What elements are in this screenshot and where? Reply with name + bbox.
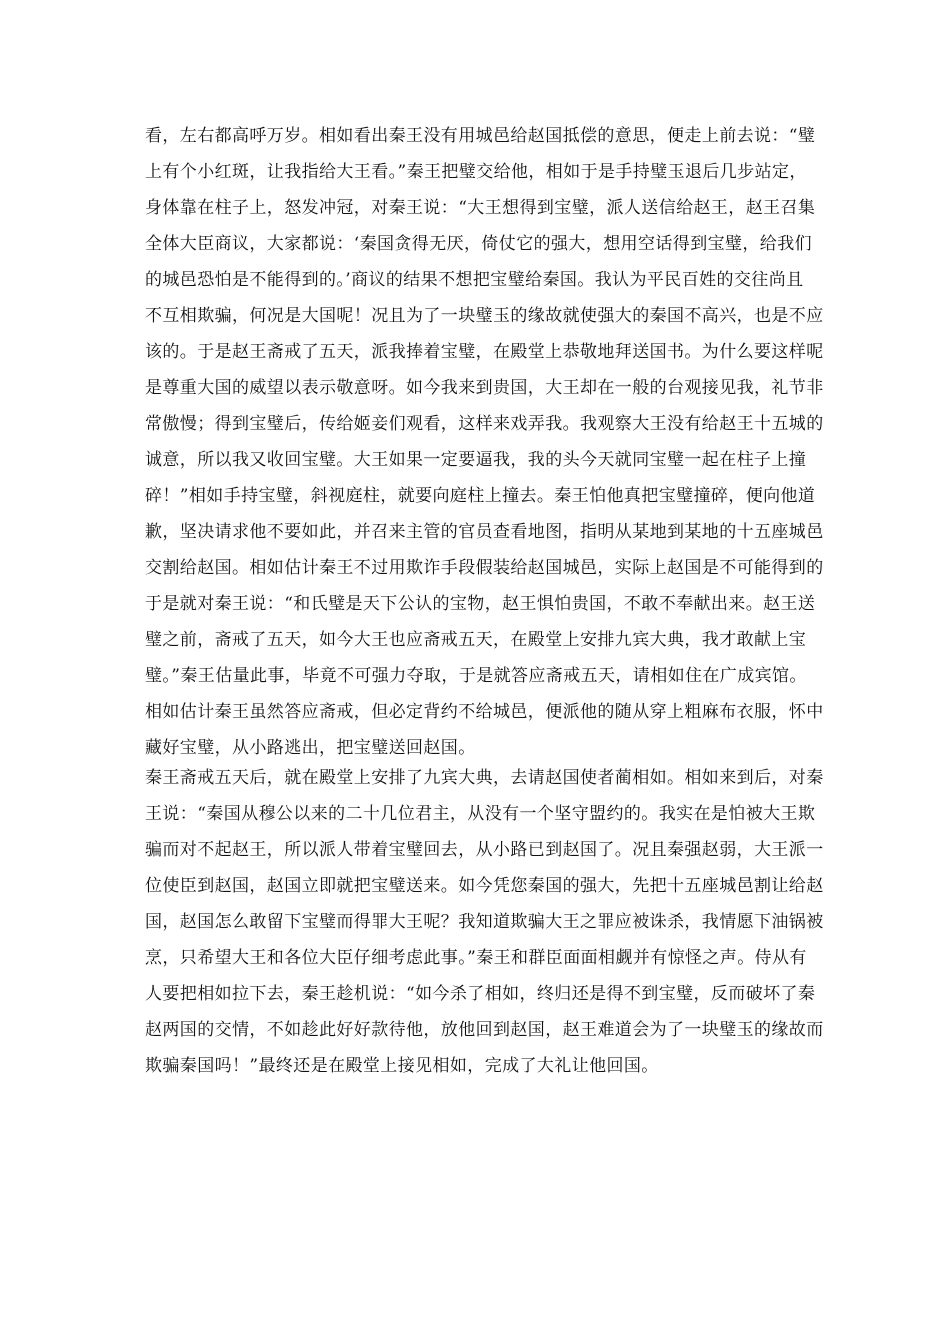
text-line: 身体靠在柱子上，怒发冲冠，对秦王说：“大王想得到宝璧，派人送信给赵王，赵王召集 — [145, 198, 816, 218]
text-line: 歉，坚决请求他不要如此，并召来主管的官员查看地图，指明从某地到某地的十五座城邑 — [145, 522, 824, 542]
text-line: 的城邑恐怕是不能得到的。’商议的结果不想把宝璧给秦国。我认为平民百姓的交往尚且 — [145, 270, 804, 290]
text-line: 于是就对秦王说：“和氏璧是天下公认的宝物，赵王惧怕贵国，不敢不奉献出来。赵王送 — [145, 594, 816, 614]
text-line: 藏好宝璧，从小路逃出，把宝璧送回赵国。 — [145, 738, 476, 758]
text-line: 秦王斋戒五天后，就在殿堂上安排了九宾大典，去请赵国使者蔺相如。相如来到后，对秦 — [145, 768, 824, 788]
text-line: 璧之前，斋戒了五天，如今大王也应斋戒五天，在殿堂上安排九宾大典，我才敢献上宝 — [145, 630, 807, 650]
text-line: 是尊重大国的威望以表示敬意呀。如今我来到贵国，大王却在一般的台观接见我，礼节非 — [145, 378, 824, 398]
text-line: 全体大臣商议，大家都说：‘秦国贪得无厌，倚仗它的强大，想用空话得到宝璧，给我们 — [145, 234, 813, 254]
text-line: 位使臣到赵国，赵国立即就把宝璧送来。如今凭您秦国的强大，先把十五座城邑割让给赵 — [145, 876, 824, 896]
text-line: 看，左右都高呼万岁。相如看出秦王没有用城邑给赵国抵偿的意思，便走上前去说：“璧 — [145, 126, 816, 146]
text-line: 不互相欺骗，何况是大国呢！况且为了一块璧玉的缘故就使强大的秦国不高兴，也是不应 — [145, 306, 824, 326]
text-line: 赵两国的交情，不如趁此好好款待他，放他回到赵国，赵王难道会为了一块璧玉的缘故而 — [145, 1020, 824, 1040]
text-line: 上有个小红斑，让我指给大王看。”秦王把璧交给他，相如于是手持璧玉退后几步站定， — [145, 162, 807, 182]
text-line: 欺骗秦国吗！”最终还是在殿堂上接见相如，完成了大礼让他回国。 — [145, 1056, 659, 1076]
text-line: 国，赵国怎么敢留下宝璧而得罪大王呢？我知道欺骗大王之罪应被诛杀，我情愿下油锅被 — [145, 912, 824, 932]
text-line: 碎！”相如手持宝璧，斜视庭柱，就要向庭柱上撞去。秦王怕他真把宝璧撞碎，便向他道 — [145, 486, 816, 506]
text-line: 人要把相如拉下去，秦王趁机说：“如今杀了相如，终归还是得不到宝璧，反而破坏了秦 — [145, 984, 816, 1004]
text-line: 烹，只希望大王和各位大臣仔细考虑此事。”秦王和群臣面面相觑并有惊怪之声。侍从有 — [145, 948, 807, 968]
text-line: 诚意，所以我又收回宝璧。大王如果一定要逼我，我的头今天就同宝璧一起在柱子上撞 — [145, 450, 807, 470]
text-line: 骗而对不起赵王，所以派人带着宝璧回去，从小路已到赵国了。况且秦强赵弱，大王派一 — [145, 840, 824, 860]
text-line: 常傲慢；得到宝璧后，传给姬妾们观看，这样来戏弄我。我观察大王没有给赵王十五城的 — [145, 414, 824, 434]
text-line: 交割给赵国。相如估计秦王不过用欺诈手段假装给赵国城邑，实际上赵国是不可能得到的 — [145, 558, 824, 578]
text-line: 该的。于是赵王斋戒了五天，派我捧着宝璧，在殿堂上恭敬地拜送国书。为什么要这样呢 — [145, 342, 824, 362]
text-line: 相如估计秦王虽然答应斋戒，但必定背约不给城邑，便派他的随从穿上粗麻布衣服，怀中 — [145, 702, 824, 722]
text-line: 王说：“秦国从穆公以来的二十几位君主，从没有一个坚守盟约的。我实在是怕被大王欺 — [145, 804, 816, 824]
text-line: 璧。”秦王估量此事，毕竟不可强力夺取，于是就答应斋戒五天，请相如住在广成宾馆。 — [145, 666, 807, 686]
